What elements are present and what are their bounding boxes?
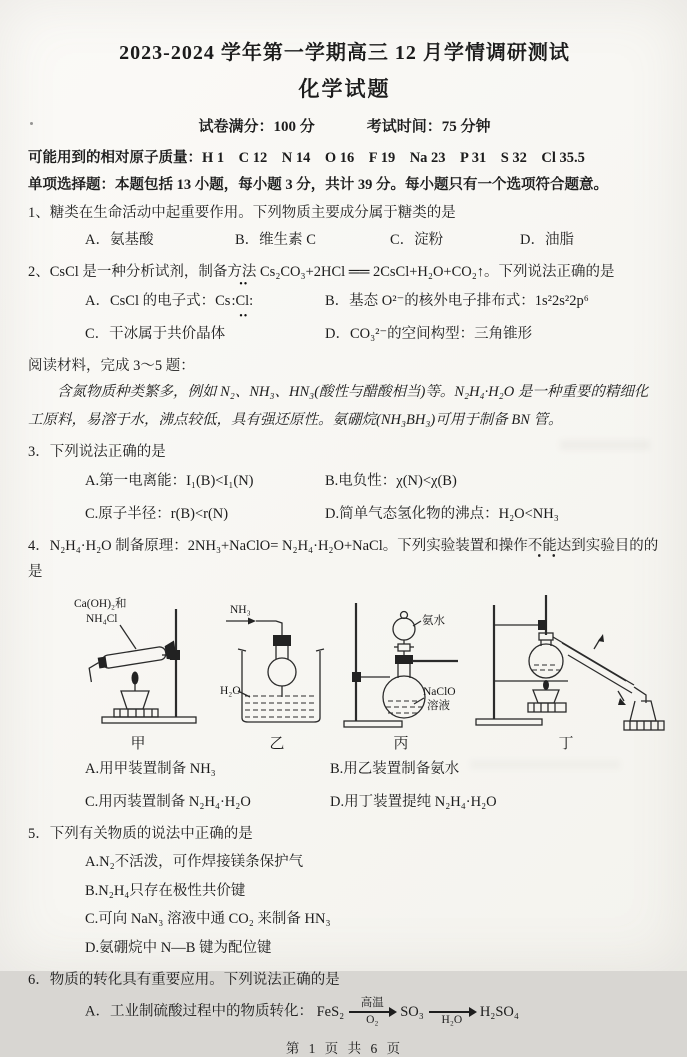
q3-option-d: D.简单气态氢化物的沸点：H₂O<NH₃	[325, 506, 559, 523]
question-6	[28, 967, 661, 1027]
q5-option-d: D.氨硼烷中 N—B 键为配位键	[85, 940, 272, 957]
page-footer: 第 1 页 共 6 页	[285, 1041, 404, 1057]
question-2-options	[28, 279, 661, 348]
reading-material-body: 含氮物质种类繁多，例如 N₂、NH₃、HN₃(酸性与醋酸相当)等。N₂H₄·H₂O 是一种重要的精细化工原料，易溶于水，沸点较低，具有强还原性。氨硼烷(NH₃BH₃)可用于制备 BN 管。	[28, 383, 649, 428]
reaction-arrow-2: H₂O	[429, 997, 475, 1027]
exam-full-score: 试卷满分：100 分	[198, 119, 315, 135]
apparatus-diagram-row	[62, 593, 661, 753]
question-4-options	[28, 756, 661, 816]
atomic-mass-line: 可能用到的相对原子质量：H 1 C 12 N 14 O 16 F 19 Na 23 P 31 S 32 Cl 35.5	[28, 150, 585, 166]
question-4	[28, 533, 661, 816]
jia-reagent-label-1: Ca(OH)₂和	[74, 598, 127, 611]
q2-option-a: A．CsCl 的电子式：Cs •• :Cl: ••	[85, 279, 254, 322]
yi-gas-label: NH₃	[230, 604, 251, 617]
bing-funnel-label: 氨水	[422, 615, 445, 628]
section-instructions: 单项选择题：本题包括 13 小题，每小题 3 分，共计 39 分。每小题只有一个选项符合题意。	[28, 177, 608, 193]
intermediate-so3: SO₃	[400, 1003, 424, 1020]
arrow-shaft	[429, 1011, 475, 1013]
q1-option-c: C．淀粉	[390, 232, 444, 249]
apparatus-bing-diagram	[340, 593, 462, 731]
question-1	[28, 200, 661, 254]
yi-water-label: H₂O	[220, 685, 241, 698]
electron-dot-formula: Cs •• :Cl: ••	[215, 279, 254, 322]
apparatus-ding-figure	[466, 593, 666, 753]
apparatus-ding-diagram	[466, 593, 666, 731]
q2-option-c: C．干冰属于共价晶体	[85, 325, 226, 342]
q4-option-b: B.用乙装置制备氨水	[330, 761, 460, 778]
exam-duration: 考试时间：75 分钟	[366, 119, 491, 135]
reactant-fes2: FeS₂	[316, 1003, 345, 1020]
q5-option-c: C.可向 NaN₃ 溶液中通 CO₂ 来制备 HN₃	[85, 911, 331, 928]
scan-dot-artifact	[30, 122, 33, 125]
q1-option-b: B．维生素 C	[235, 232, 316, 249]
apparatus-jia-figure	[62, 593, 214, 753]
electron-dots-bottom: ••	[239, 310, 249, 322]
exam-subject-title: 化学试题	[298, 77, 391, 101]
question-6-stem: 6．物质的转化具有重要应用。下列说法正确的是	[28, 972, 340, 989]
q5-option-b: B.N₂H₄只存在极性共价键	[85, 882, 246, 899]
product-h2so4: H₂SO₄	[479, 1003, 519, 1020]
reading-material-intro: 阅读材料，完成 3～5 题：	[28, 357, 195, 374]
ding-caption: 丁	[558, 736, 574, 753]
exam-title: 2023-2024 学年第一学期高三 12 月学情调研测试	[119, 42, 570, 64]
q1-option-a: A．氨基酸	[85, 232, 154, 249]
q5-option-a: A.N₂不活泼，可作焊接镁条保护气	[85, 853, 304, 870]
q2-option-d: D．CO₃²⁻的空间构型：三角锥形	[325, 325, 533, 342]
question-1-stem: 1、糖类在生命活动中起重要作用。下列物质主要成分属于糖类的是	[28, 205, 456, 221]
bing-flask-label-2: 溶液	[427, 700, 450, 713]
reading-material	[28, 354, 661, 435]
question-6-option-a: A．工业制硫酸过程中的物质转化： FeS₂ 高温 O₂ SO₃ H₂O H₂SO₄	[85, 997, 519, 1027]
q3-option-b: B.电负性：χ(N)<χ(B)	[325, 473, 457, 490]
q3-option-c: C.原子半径：r(B)<r(N)	[85, 506, 229, 523]
question-3	[28, 439, 661, 528]
question-3-options	[28, 468, 661, 528]
bing-caption: 丙	[393, 736, 409, 753]
question-5-stem: 5．下列有关物质的说法中正确的是	[28, 825, 253, 842]
question-1-options	[28, 227, 661, 254]
q3-option-a: A.第一电离能：I₁(B)<I₁(N)	[85, 473, 254, 490]
emphasized-text: 不能	[528, 538, 557, 558]
electron-dots-top: ••	[239, 279, 249, 290]
question-2-stem: 2、CsCl 是一种分析试剂，制备方法 Cs₂CO₃+2HCl ══ 2CsCl+H₂O+CO₂↑。下列说法正确的是	[28, 263, 615, 280]
question-3-stem: 3．下列说法正确的是	[28, 444, 166, 461]
apparatus-yi-diagram	[218, 593, 336, 731]
q2-option-b: B．基态 O²⁻的核外电子排布式：1s²2s²2p⁶	[325, 293, 589, 309]
apparatus-jia-diagram	[62, 593, 214, 731]
q4-option-d: D.用丁装置提纯 N₂H₄·H₂O	[330, 793, 497, 810]
q1-option-d: D．油脂	[520, 232, 574, 249]
reaction-arrow-1: 高温 O₂	[349, 997, 395, 1027]
q4-option-c: C.用丙装置制备 N₂H₄·H₂O	[85, 793, 251, 810]
question-4-stem: 4．N₂H₄·H₂O 制备原理：2NH₃+NaClO= N₂H₄·H₂O+NaCl。下列实验装置和操作不能达到实验目的的是	[28, 537, 659, 580]
q4-option-a: A.用甲装置制备 NH₃	[85, 761, 216, 778]
bing-flask-label-1: NaClO	[423, 686, 456, 699]
question-5-options	[28, 849, 661, 962]
question-2	[28, 259, 661, 348]
arrow-shaft	[349, 1011, 395, 1013]
yi-caption: 乙	[269, 736, 285, 753]
question-5	[28, 821, 661, 962]
exam-info-line	[28, 115, 661, 136]
reaction-scheme	[317, 997, 519, 1027]
jia-caption: 甲	[130, 736, 146, 753]
jia-reagent-label-2: NH₄Cl	[86, 613, 118, 626]
apparatus-bing-figure	[340, 593, 462, 753]
apparatus-yi-figure	[218, 593, 336, 753]
